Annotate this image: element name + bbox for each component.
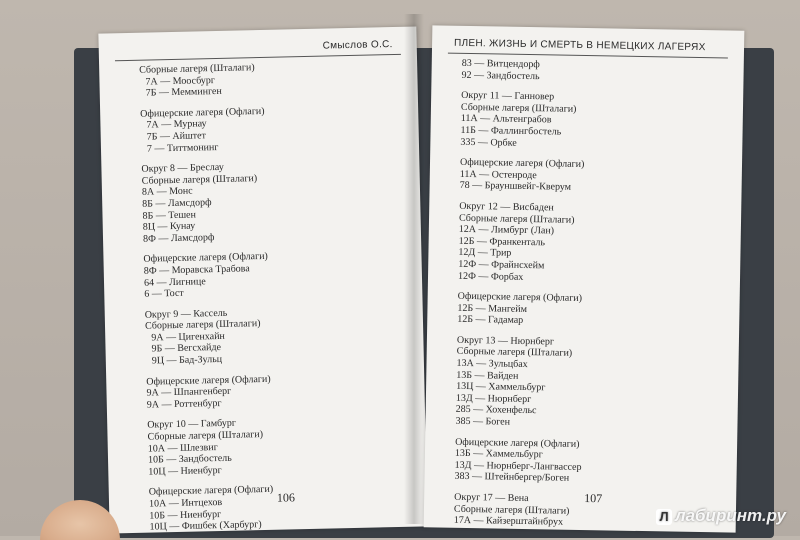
text-line: 13Ц — Хаммельбург (456, 381, 546, 394)
text-line: 12Ф — Фрайнсхейм (458, 258, 545, 272)
text-line: 92 — Зандбостель (461, 69, 540, 82)
text-line: Офицерские лагеря (Офлаги) (148, 484, 274, 499)
open-book (44, 8, 764, 533)
text-line: 10Б — Ниенбург (149, 508, 222, 522)
text-line: 7Б — Айштет (146, 130, 207, 143)
text-line: 12Б — Гадамар (457, 314, 524, 327)
text-line: 11А — Остенроде (459, 168, 537, 181)
text-line: Сборные лагеря (Шталаги) (144, 318, 261, 332)
text-line: 9Ц — Бад-Зульц (151, 354, 223, 367)
text-line: 13Д — Нюрнберг-Лангвассер (454, 459, 582, 473)
watermark-text: лабиринт.ру (675, 506, 786, 525)
text-line: Сборные лагеря (Шталаги) (147, 429, 264, 443)
text-line: 13А — Зульцбах (456, 357, 528, 371)
text-line: 12Ф — Форбах (457, 270, 524, 283)
text-line: 11А — Альтенграбов (460, 113, 552, 126)
left-running-head: Смыслов О.С. (322, 38, 393, 52)
text-line: 285 — Хохенфельс (455, 404, 537, 417)
text-line: 335 — Орбке (460, 136, 517, 149)
text-line: 10Б — Зандбостель (147, 452, 232, 466)
left-page (98, 26, 427, 533)
text-line: 383 — Штейнбергер/Боген (454, 471, 570, 485)
text-line: 12Д — Трир (458, 247, 512, 260)
text-line: 6 — Тост (144, 287, 184, 300)
text-line: 10Ц — Фишбек (Харбург) (149, 519, 262, 533)
text-line: Округ 8 — Бреслау (141, 162, 224, 175)
text-line: Сборные лагеря (Шталаги) (139, 62, 255, 76)
text-line: 8Б — Ламсдорф (142, 197, 212, 210)
text-line: 10А — Шлезвиг (147, 441, 218, 455)
text-line: 78 — Брауншвейг-Кверум (459, 180, 572, 194)
text-line: 8Ц — Кунау (142, 220, 196, 233)
text-line: Округ 9 — Кассель (144, 307, 228, 321)
right-running-head: ПЛЕН. ЖИЗНЬ И СМЕРТЬ В НЕМЕЦКИХ ЛАГЕРЯХ (453, 37, 706, 54)
text-line: 7 — Титтмонинг (146, 141, 219, 155)
text-line: 385 — Боген (455, 415, 511, 428)
text-line: Офицерские лагеря (Офлаги) (143, 251, 268, 266)
text-line: Округ 10 — Гамбург (147, 418, 237, 432)
text-line: 7А — Моосбург (145, 74, 216, 88)
text-line: Офицерские лагеря (Офлаги) (140, 105, 265, 120)
text-line: 7Б — Мемминген (145, 86, 222, 99)
text-line: 13Б — Вайден (456, 369, 519, 382)
text-line: 8Б — Тешен (142, 209, 197, 222)
text-line: Офицерские лагеря (Офлаги) (455, 436, 580, 450)
text-line: Сборные лагеря (Шталаги) (141, 172, 258, 187)
text-line: Округ 11 — Ганновер (461, 90, 555, 103)
text-line: Сборные лагеря (Шталаги) (460, 101, 577, 115)
text-line: 9А — Шпангенберг (146, 386, 232, 399)
labirint-logo-icon: Л (656, 509, 672, 525)
text-line: 10Ц — Ниенбург (148, 464, 222, 478)
watermark (656, 506, 786, 526)
right-page-number: 107 (584, 491, 603, 506)
right-page (424, 25, 745, 532)
text-line: 8А — Монс (141, 185, 193, 199)
text-line: Сборные лагеря (Шталаги) (456, 346, 573, 360)
text-line: Офицерские лагеря (Офлаги) (146, 373, 271, 388)
text-line: 12Б — Франкенталь (458, 235, 546, 249)
right-page-content (454, 58, 589, 529)
text-line: 9Б — Вегсхайде (151, 342, 222, 356)
text-line: 64 — Лигнице (143, 275, 206, 289)
text-line: Сборные лагеря (Шталаги) (458, 212, 575, 226)
left-page-number: 106 (276, 490, 296, 505)
text-line: 9А — Роттенбург (146, 397, 222, 411)
left-head-rule (115, 54, 401, 61)
text-line: 17А — Кайзерштайнбрух (453, 514, 564, 528)
text-line: 12А — Лимбург (Лан) (458, 223, 555, 237)
book-spine (404, 14, 424, 524)
text-line: Офицерские лагеря (Офлаги) (459, 156, 585, 171)
left-page-content (139, 62, 274, 533)
text-line: Офицерские лагеря (Офлаги) (457, 290, 583, 305)
text-line: 11Б — Фаллингбостель (460, 124, 562, 138)
text-line: 83 — Витцендорф (461, 57, 540, 71)
text-line: 13Д — Нюрнберг (455, 392, 532, 405)
text-line: 7А — Мурнау (146, 118, 207, 131)
text-line: 13Б — Хаммельбург (454, 447, 543, 461)
text-line: Округ 12 — Висбаден (459, 200, 554, 214)
text-line: 9А — Цигенхайн (151, 330, 225, 344)
text-line: Сборные лагеря (Шталаги) (453, 503, 570, 517)
text-line: Округ 17 — Вена (454, 491, 529, 505)
text-line: Округ 13 — Нюрнберг (456, 334, 555, 348)
text-line: 12Б — Мангейм (457, 302, 528, 315)
text-line: 10А — Интцехов (148, 496, 223, 510)
text-line: 8Ф — Моравска Трабова (143, 263, 250, 277)
text-line: 8Ф — Ламсдорф (142, 231, 215, 245)
